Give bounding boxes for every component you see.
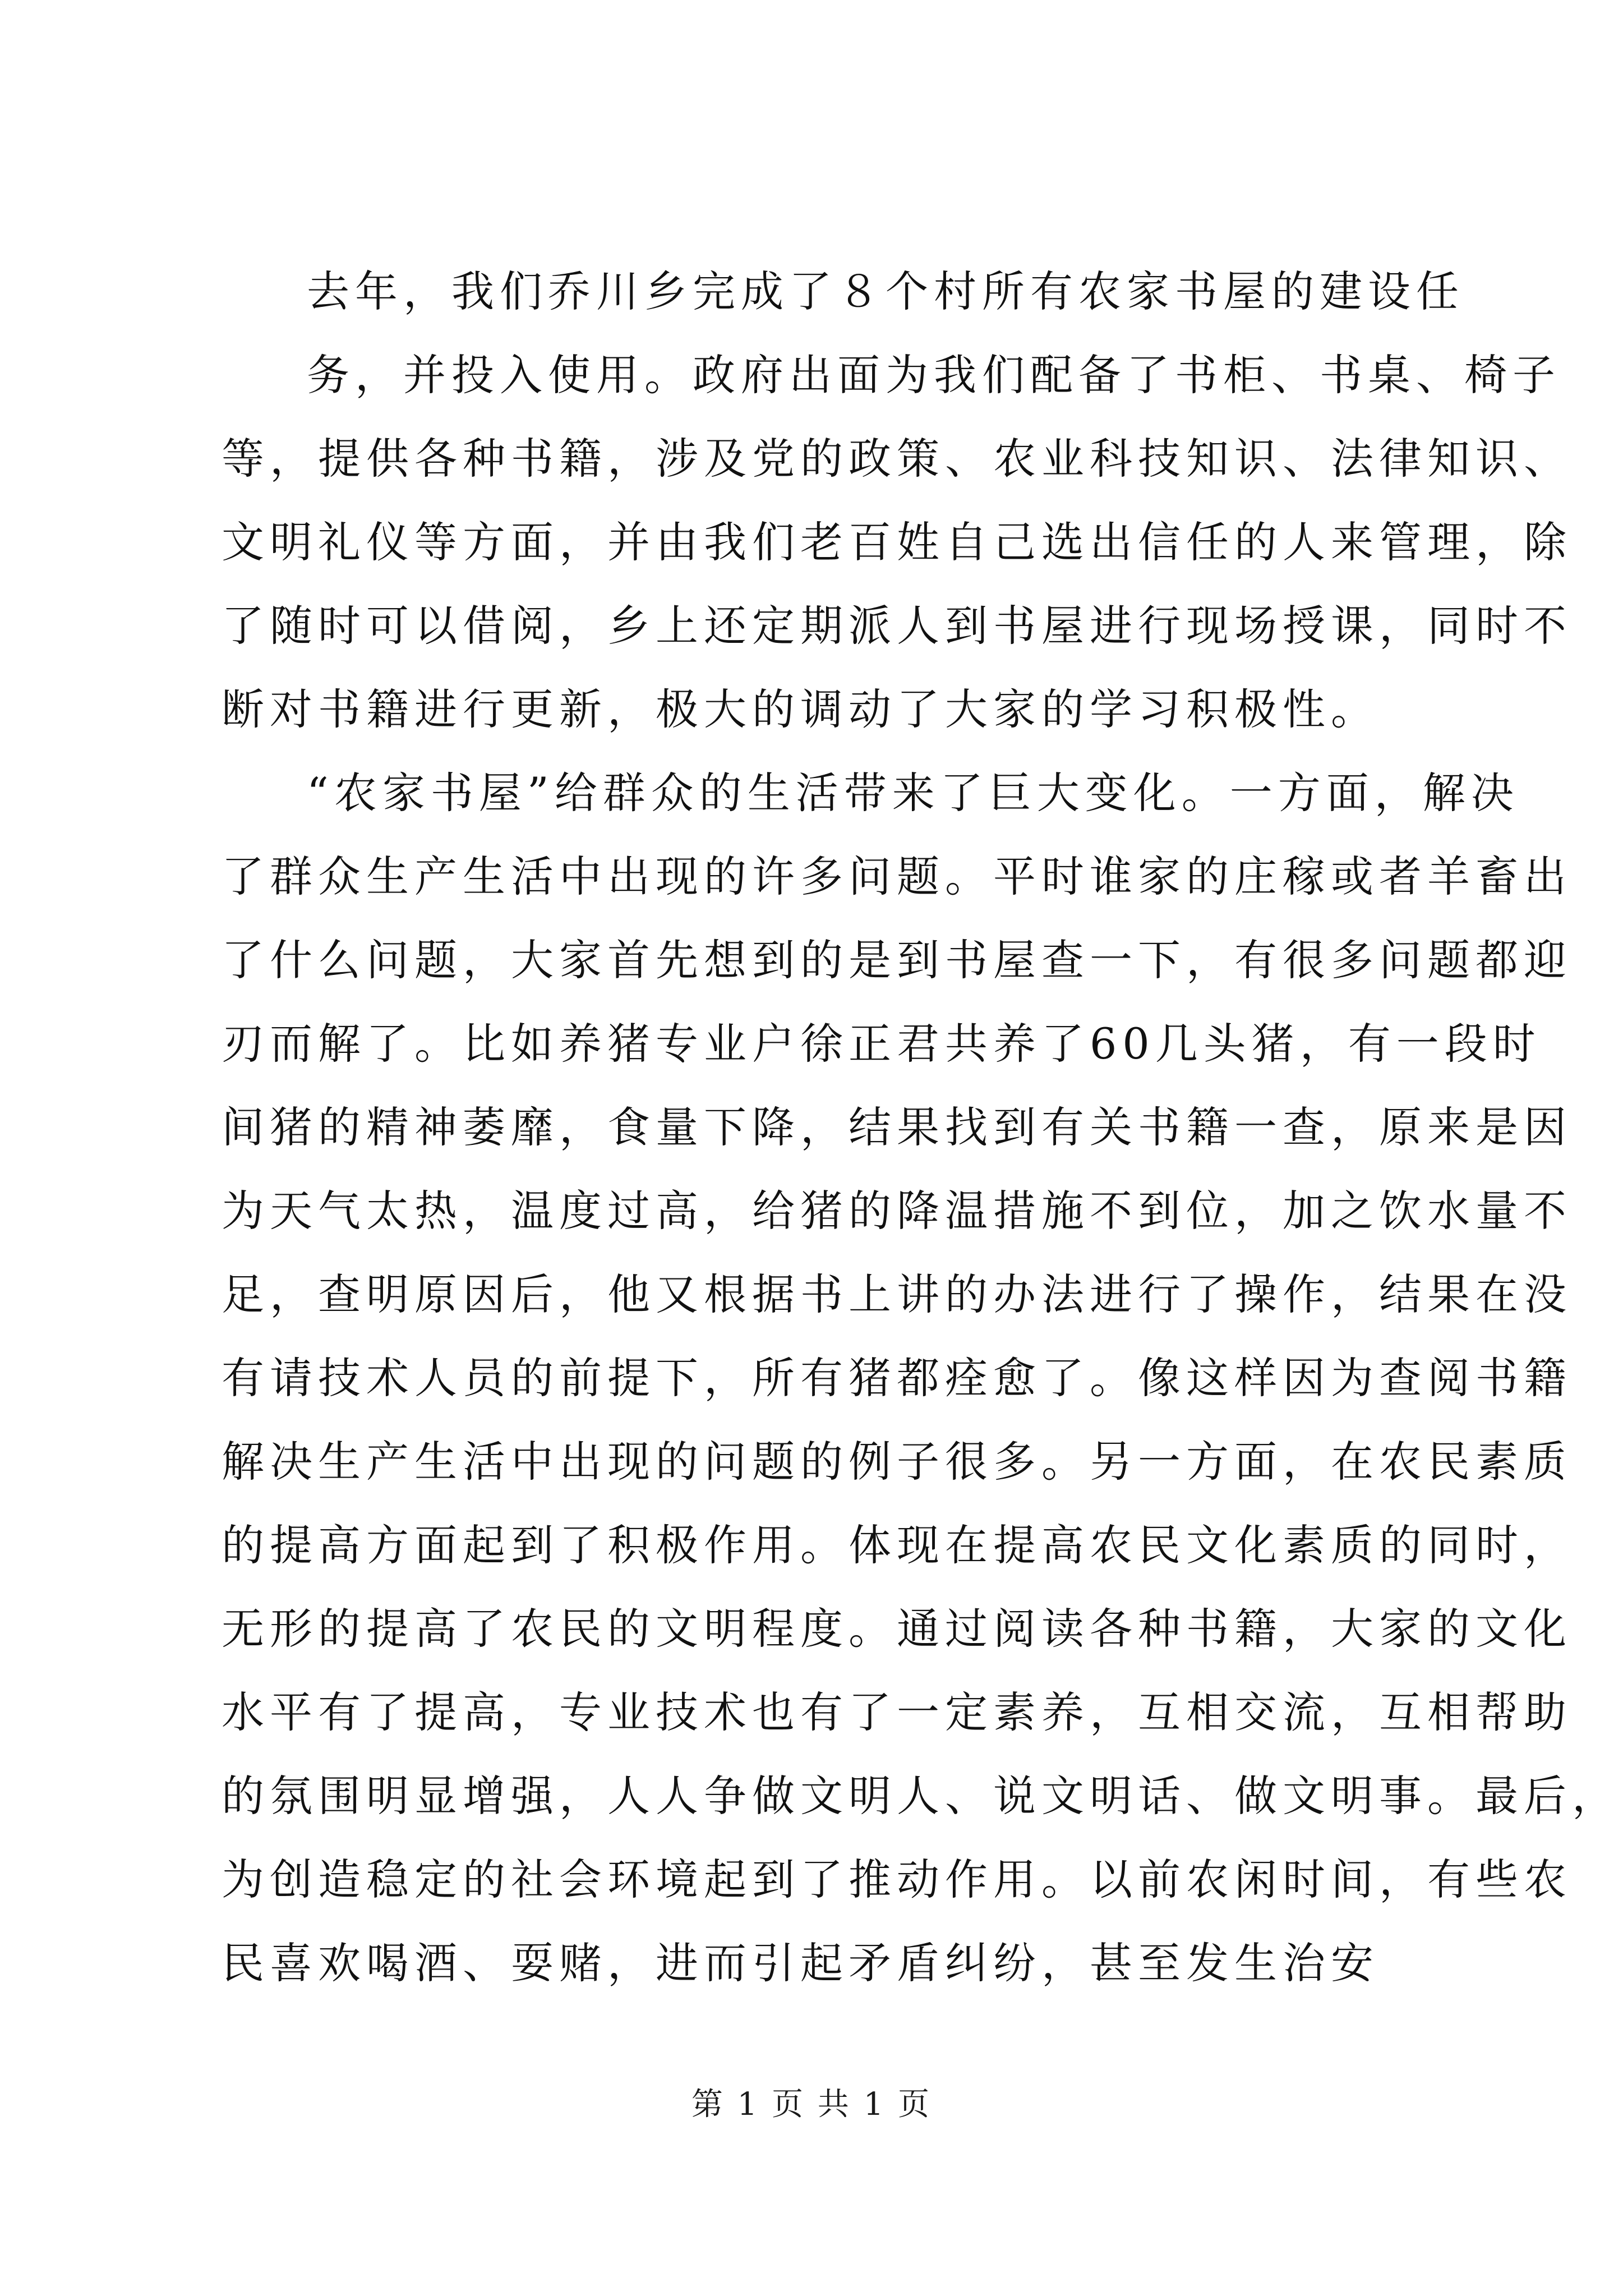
paragraph-line: 务，并投入使用。政府出面为我们配备了书柜、书桌、椅子 xyxy=(307,350,1561,400)
paragraph-line: 间猪的精神萎靡，食量下降，结果找到有关书籍一查，原来是因 xyxy=(222,1102,1572,1152)
paragraph-line: 的氛围明显增强，人人争做文明人、说文明话、做文明事。最后， xyxy=(222,1771,1620,1821)
paragraph-line: 文明礼仪等方面，并由我们老百姓自己选出信任的人来管理，除 xyxy=(222,517,1572,567)
paragraph-line: 为天气太热，温度过高，给猪的降温措施不到位，加之饮水量不 xyxy=(222,1186,1572,1236)
paragraph-line: 等，提供各种书籍，涉及党的政策、农业科技知识、法律知识、 xyxy=(222,434,1572,484)
paragraph-line: 解决生产生活中出现的问题的例子很多。另一方面，在农民素质 xyxy=(222,1437,1572,1487)
paragraph-line: 了群众生产生活中出现的许多问题。平时谁家的庄稼或者羊畜出 xyxy=(222,852,1572,901)
document-body xyxy=(222,250,1620,2005)
paragraph-line: 刃而解了。比如养猪专业户徐正君共养了60几头猪，有一段时 xyxy=(222,1019,1541,1069)
paragraph-line: 有请技术人员的前提下，所有猪都痊愈了。像这样因为查阅书籍 xyxy=(222,1353,1572,1403)
paragraph-line: 为创造稳定的社会环境起到了推动作用。以前农闲时间，有些农 xyxy=(222,1855,1572,1904)
paragraph-line: 无形的提高了农民的文明程度。通过阅读各种书籍，大家的文化 xyxy=(222,1604,1572,1654)
paragraph-line: 了随时可以借阅，乡上还定期派人到书屋进行现场授课，同时不 xyxy=(222,601,1572,651)
paragraph-line: 去年，我们乔川乡完成了８个村所有农家书屋的建设任 xyxy=(307,266,1464,316)
paragraph-line: 断对书籍进行更新，极大的调动了大家的学习积极性。 xyxy=(222,684,1379,734)
paragraph-line: 足，查明原因后，他又根据书上讲的办法进行了操作，结果在没 xyxy=(222,1269,1572,1319)
paragraph-line: 的提高方面起到了积极作用。体现在提高农民文化素质的同时， xyxy=(222,1520,1572,1570)
paragraph-line: 水平有了提高，专业技术也有了一定素养，互相交流，互相帮助 xyxy=(222,1687,1572,1737)
page-footer: 第 1 页 共 1 页 xyxy=(691,2086,932,2123)
paragraph-line: 了什么问题，大家首先想到的是到书屋查一下，有很多问题都迎 xyxy=(222,935,1572,985)
paragraph-line: “农家书屋”给群众的生活带来了巨大变化。一方面，解决 xyxy=(307,768,1519,818)
paragraph-line: 民喜欢喝酒、耍赌，进而引起矛盾纠纷，甚至发生治安 xyxy=(222,1938,1379,1988)
